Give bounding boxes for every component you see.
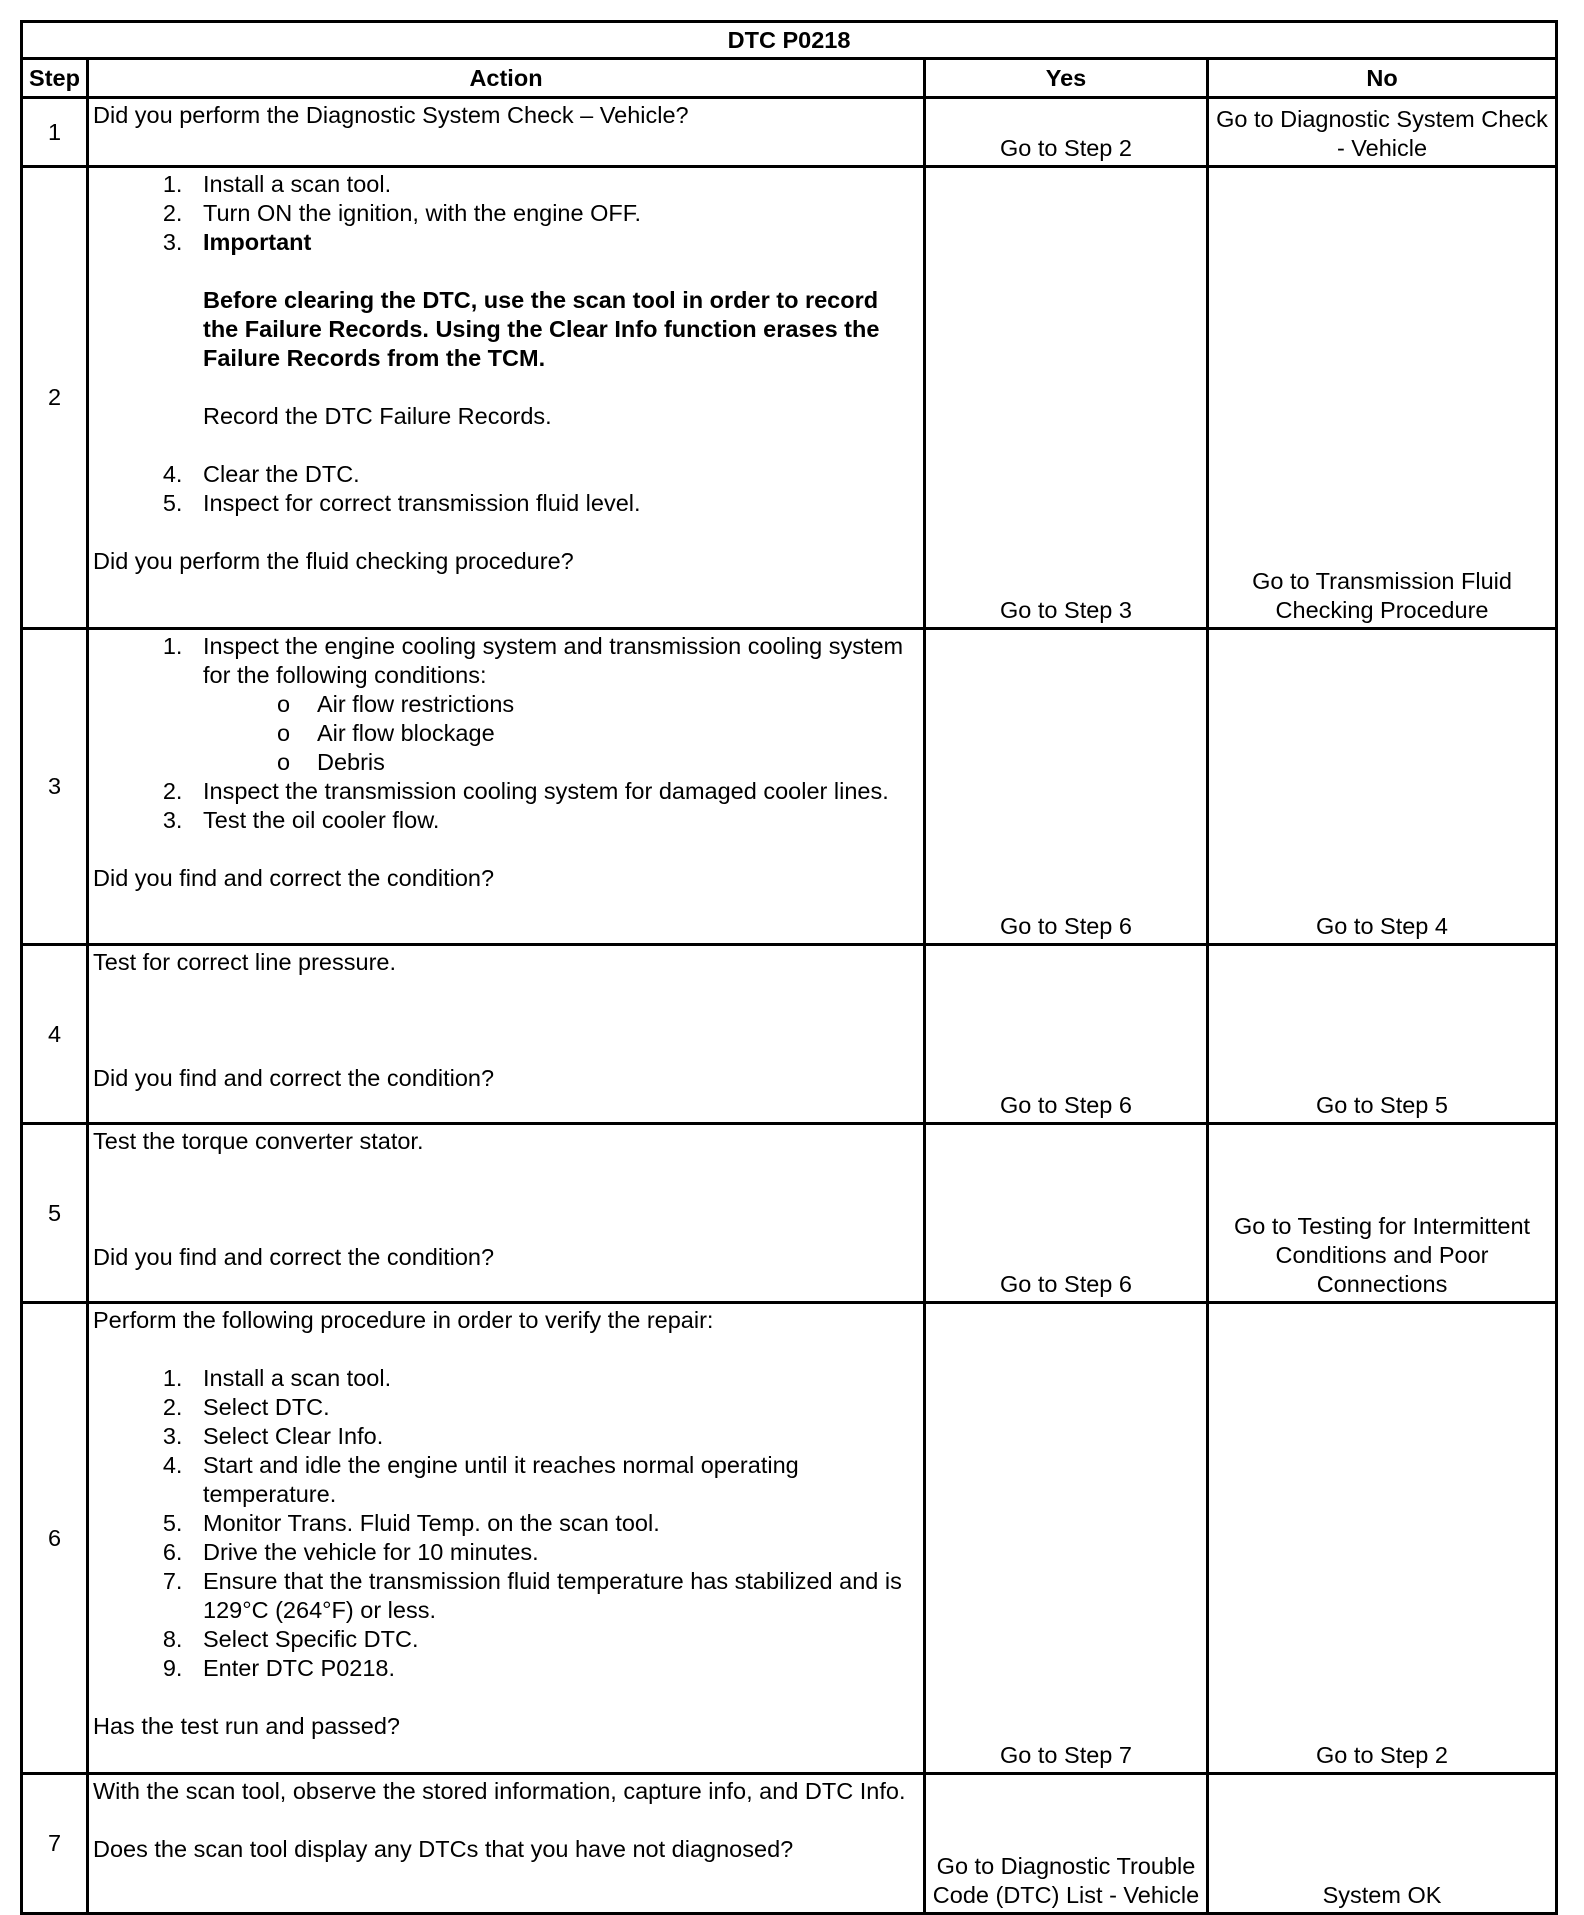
action-question: Did you find and correct the condition? (93, 1065, 495, 1091)
table-row (22, 945, 1557, 1124)
action-question: Has the test run and passed? (93, 1713, 401, 1739)
action-question: Did you find and correct the condition? (93, 1244, 495, 1270)
list-item: 3. Select Clear Info. (189, 1422, 917, 1451)
yes-cell: Go to Diagnostic Trouble Code (DTC) List - Vehicle (925, 1774, 1208, 1914)
action-cell (88, 629, 925, 945)
list-item: 2. Select DTC. (189, 1393, 917, 1422)
list-item: 2. Turn ON the ignition, with the engine OFF. (189, 199, 917, 228)
yes-cell: Go to Step 6 (925, 1124, 1208, 1303)
list-item: 3. Test the oil cooler flow. (189, 806, 917, 835)
header-action: Action (88, 59, 925, 98)
step-number: 1 (22, 98, 88, 167)
action-question: Did you perform the fluid checking procedure? (93, 548, 574, 574)
yes-cell: Go to Step 6 (925, 629, 1208, 945)
step-number: 7 (22, 1774, 88, 1914)
action-cell (88, 1774, 925, 1914)
action-steps-list (93, 1364, 917, 1683)
action-intro: Perform the following procedure in order to verify the repair: (93, 1307, 714, 1333)
table-row (22, 98, 1557, 167)
action-question: Did you perform the Diagnostic System Check – Vehicle? (93, 102, 689, 128)
no-cell: Go to Step 5 (1208, 945, 1557, 1124)
no-cell: Go to Step 4 (1208, 629, 1557, 945)
dtc-table (20, 20, 1558, 1915)
step-number: 3 (22, 629, 88, 945)
list-item: 8. Select Specific DTC. (189, 1625, 917, 1654)
no-cell: System OK (1208, 1774, 1557, 1914)
list-item: 2. Inspect the transmission cooling system for damaged cooler lines. (189, 777, 917, 806)
action-cell (88, 1124, 925, 1303)
yes-cell: Go to Step 6 (925, 945, 1208, 1124)
action-intro: Test for correct line pressure. (93, 949, 396, 975)
list-item: 5. Monitor Trans. Fluid Temp. on the scan tool. (189, 1509, 917, 1538)
action-question: Does the scan tool display any DTCs that you have not diagnosed? (93, 1836, 794, 1862)
action-steps-list (93, 170, 917, 518)
no-cell: Go to Testing for Intermittent Conditions and Poor Connections (1208, 1124, 1557, 1303)
step-number: 4 (22, 945, 88, 1124)
sub-list-item: o Air flow restrictions (303, 690, 917, 719)
header-step: Step (22, 59, 88, 98)
action-cell (88, 1303, 925, 1774)
yes-cell: Go to Step 2 (925, 98, 1208, 167)
list-item: 7. Ensure that the transmission fluid temperature has stabilized and is 129°C (264°F) or less. (189, 1567, 917, 1625)
list-item: 4. Clear the DTC. (189, 460, 917, 489)
header-yes: Yes (925, 59, 1208, 98)
list-item-text: Inspect the engine cooling system and transmission cooling system for the following conditions: (203, 633, 904, 688)
table-row (22, 167, 1557, 629)
table-row (22, 1774, 1557, 1914)
list-item: 6. Drive the vehicle for 10 minutes. (189, 1538, 917, 1567)
table-title: DTC P0218 (22, 22, 1557, 59)
table-row (22, 1124, 1557, 1303)
yes-cell: Go to Step 7 (925, 1303, 1208, 1774)
step-number: 5 (22, 1124, 88, 1303)
important-label: 3. Important (203, 229, 312, 255)
table-row (22, 1303, 1557, 1774)
header-no: No (1208, 59, 1557, 98)
action-question: Did you find and correct the condition? (93, 865, 495, 891)
list-item: 1. Install a scan tool. (189, 170, 917, 199)
action-cell (88, 98, 925, 167)
yes-cell: Go to Step 3 (925, 167, 1208, 629)
no-cell: Go to Step 2 (1208, 1303, 1557, 1774)
action-cell (88, 945, 925, 1124)
condition-list (203, 690, 917, 777)
step-number: 6 (22, 1303, 88, 1774)
list-item: 5. Inspect for correct transmission fluid level. (189, 489, 917, 518)
no-cell: Go to Diagnostic System Check - Vehicle (1208, 98, 1557, 167)
list-item: 1. Install a scan tool. (189, 1364, 917, 1393)
list-item: 4. Start and idle the engine until it reaches normal operating temperature. (189, 1451, 917, 1509)
action-intro: Test the torque converter stator. (93, 1128, 424, 1154)
list-item: 9. Enter DTC P0218. (189, 1654, 917, 1683)
important-note: Record the DTC Failure Records. (203, 403, 552, 429)
no-cell: Go to Transmission Fluid Checking Procedure (1208, 167, 1557, 629)
list-item (189, 228, 917, 431)
step-number: 2 (22, 167, 88, 629)
action-intro: With the scan tool, observe the stored information, capture info, and DTC Info. (93, 1778, 906, 1804)
table-row (22, 629, 1557, 945)
action-steps-list (93, 632, 917, 835)
action-cell (88, 167, 925, 629)
sub-list-item: o Debris (303, 748, 917, 777)
sub-list-item: o Air flow blockage (303, 719, 917, 748)
important-body: Before clearing the DTC, use the scan tool in order to record the Failure Records. Using the Clear Info function erases the Failure Records from the TCM. (203, 287, 880, 371)
list-item (189, 632, 917, 777)
